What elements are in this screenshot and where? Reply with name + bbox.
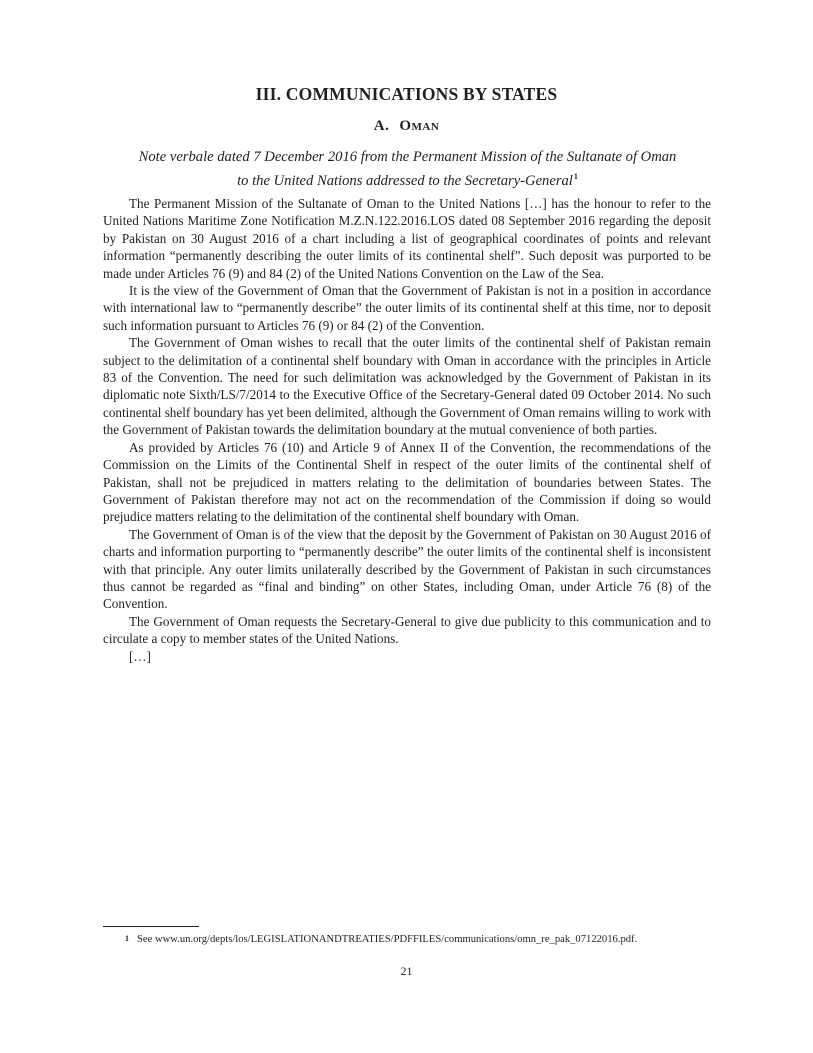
document-title-line-1: Note verbale dated 7 December 2016 from the Permanent Mission of the Sultanate of Oman <box>138 149 677 165</box>
subsection-title <box>0 118 813 135</box>
paragraph: It is the view of the Government of Oman that the Government of Pakistan is not in a position in accordance with international law to “permanently describe” the outer limits of its continental shelf at this time, nor to deposit such information pursuant to Articles 76 (9) or 84 (2) of the Convention. <box>103 283 711 333</box>
footnote <box>103 933 723 947</box>
section-title: III. COMMUNICATIONS BY STATES <box>255 84 558 104</box>
paragraph-ellipsis: […] <box>129 648 151 664</box>
footnote-mark: 1 <box>125 934 129 943</box>
body-text <box>103 195 711 665</box>
page-number: 21 <box>400 964 413 978</box>
document-title-line-2 <box>110 167 705 191</box>
subsection-name: Oman <box>399 118 440 134</box>
document-title <box>110 148 705 191</box>
document-title-line-2-text: to the United Nations addressed to the Secretary-General <box>237 172 573 189</box>
footnote-reference[interactable]: 1 <box>573 172 578 181</box>
paragraph: As provided by Articles 76 (10) and Article 9 of Annex II of the Convention, the recommendations of the Commission on the Limits of the Continental Shelf in respect of the outer limits of the continental shelf of Pakistan, shall not be prejudiced in matters relating to the delimitation of boundaries between States. The Government of Pakistan therefore may not act on the recommendation of the Commission if doing so would prejudice matters relating to the delimitation of the continental shelf boundary with Oman. <box>103 439 711 525</box>
footnote-divider <box>103 926 199 927</box>
paragraph: The Government of Oman requests the Secretary-General to give due publicity to this communication and to circulate a copy to member states of the United Nations. <box>103 613 711 647</box>
footnote-text[interactable]: See www.un.org/depts/los/LEGISLATIONANDTREATIES/PDFFILES/communications/omn_re_pak_07122016.pdf. <box>137 934 638 945</box>
paragraph: The Government of Oman is of the view that the deposit by the Government of Pakistan on 30 August 2016 of charts and information purporting to “permanently describe” the outer limits of the continental shelf is inconsistent with that principle. Any outer limits unilaterally described by the Government of Pakistan in such circumstances thus cannot be regarded as “final and binding” on other States, including Oman, under Article 76 (8) of the Convention. <box>103 526 711 612</box>
paragraph: The Permanent Mission of the Sultanate of Oman to the United Nations […] has the honour to refer to the United Nations Maritime Zone Notification M.Z.N.122.2016.LOS dated 08 September 2016 regarding the deposit by Pakistan on 30 August 2016 of a chart including a list of geographical coordinates of points and relevant information “permanently describing the outer limits of its continental shelf”. Such deposit was purported to be made under Articles 76 (9) and 84 (2) of the United Nations Convention on the Law of the Sea. <box>103 196 711 281</box>
subsection-number: A. <box>373 118 390 134</box>
paragraph: The Government of Oman wishes to recall that the outer limits of the continental shelf of Pakistan remain subject to the delimitation of a continental shelf boundary with Oman in accordance with the principles in Article 83 of the Convention. The need for such delimitation was acknowledged by the Government of Pakistan in its diplomatic note Sixth/LS/7/2014 to the Executive Office of the Secretary-General dated 09 October 2014. No such continental shelf boundary has yet been delimited, although the Government of Oman remains willing to work with the Government of Pakistan towards the delimitation boundary at the mutual convenience of both parties. <box>103 335 711 438</box>
